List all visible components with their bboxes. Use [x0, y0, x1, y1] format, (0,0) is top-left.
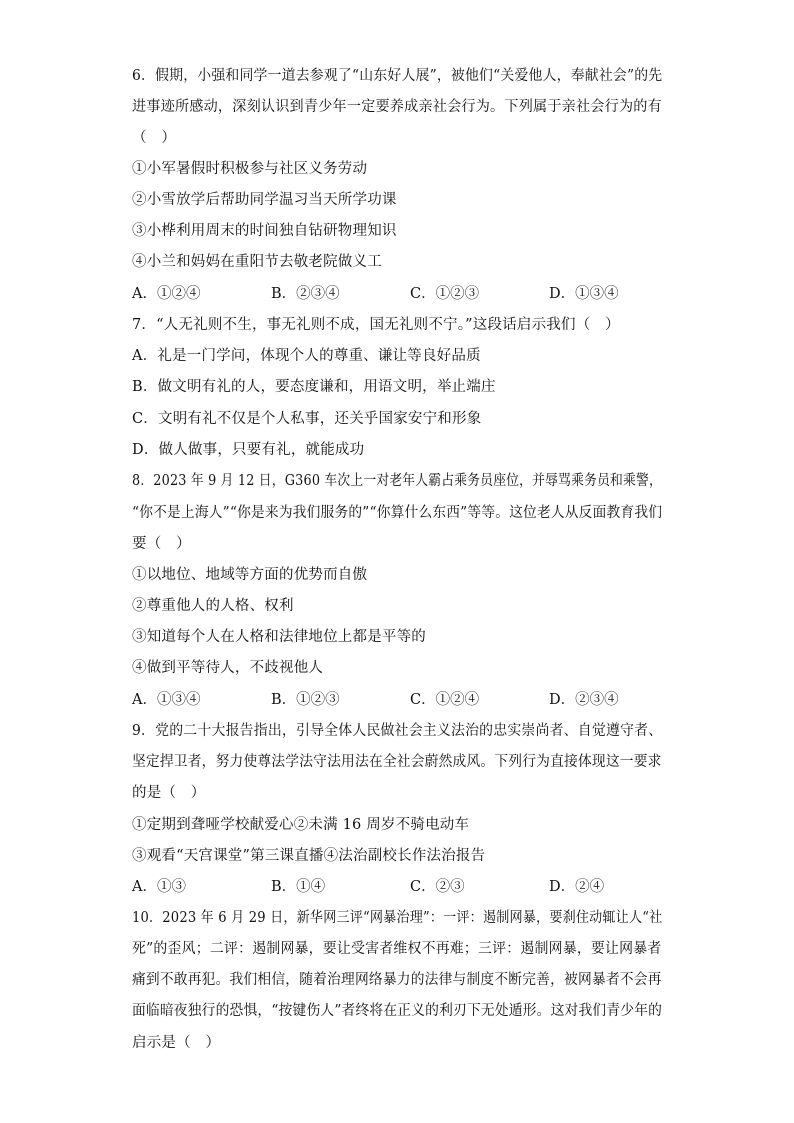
question-9-line-2: 坚定捍卫者，努力使尊法学法守法用法在全社会蔚然成风。下列行为直接体现这一要求 — [132, 754, 662, 770]
question-8-line-1: 8．2023 年 9 月 12 日，G360 车次上一对老年人霸占乘务员座位，并辱骂乘务员和乘警， — [132, 473, 662, 489]
question-8-options — [132, 690, 672, 710]
question-8-option-c: C．①②④ — [410, 692, 480, 708]
question-9-options — [132, 877, 672, 897]
question-10-line-1: 10．2023 年 6 月 29 日，新华网三评“网暴治理”：一评：遏制网暴，要刹住动辄让人“社 — [132, 910, 663, 926]
question-10-line-3: 痛到不敢再犯。我们相信，随着治理网络暴力的法律与制度不断完善，被网暴者不会再 — [132, 972, 662, 988]
question-8-item-4: ④做到平等待人，不歧视他人 — [132, 660, 324, 676]
question-6-line-3: （ ） — [132, 130, 177, 146]
question-9-option-c: C．②③ — [410, 879, 465, 895]
question-6-option-c: C．①②③ — [410, 286, 480, 302]
question-7-option-d: D．做人做事，只要有礼，就能成功 — [132, 442, 365, 458]
question-10-line-2: 死”的歪风；二评：遏制网暴，要让受害者维权不再难；三评：遏制网暴，要让网暴者 — [132, 941, 662, 957]
question-9-item-1-2: ①定期到聋哑学校献爱心②未满 16 周岁不骑电动车 — [132, 817, 470, 833]
question-9-line-3: 的是（ ） — [132, 785, 206, 801]
question-10-line-5: 启示是（ ） — [132, 1035, 221, 1051]
question-9-option-a: A．①③ — [132, 879, 186, 895]
question-7-option-a: A．礼是一门学问，体现个人的尊重、谦让等良好品质 — [132, 348, 481, 364]
question-6-option-b: B．②③④ — [271, 286, 340, 302]
question-6-option-a: A．①②④ — [132, 286, 201, 302]
question-9-option-d: D．②④ — [549, 879, 605, 895]
question-8-line-3: 要（ ） — [132, 536, 191, 552]
question-6-option-d: D．①③④ — [549, 286, 619, 302]
question-9-option-b: B．①④ — [271, 879, 326, 895]
question-6-item-3: ③小桦利用周末的时间独自钻研物理知识 — [132, 223, 397, 239]
question-6-line-1: 6．假期，小强和同学一道去参观了“山东好人展”，被他们“关爱他人，奉献社会”的先 — [132, 68, 663, 84]
question-6-options — [132, 284, 672, 304]
question-7-option-c: C．文明有礼不仅是个人私事，还关乎国家安宁和形象 — [132, 411, 482, 427]
question-8-line-2: “你不是上海人”“你是来为我们服务的”“你算什么东西”等等。这位老人从反面教育我们 — [132, 505, 663, 521]
question-6-item-1: ①小军暑假时积极参与社区义务劳动 — [132, 161, 368, 177]
question-10-line-4: 面临暗夜独行的恐惧，“按键伤人”者终将在正义的利刃下无处遁形。这对我们青少年的 — [132, 1003, 663, 1019]
question-6-item-2: ②小雪放学后帮助同学温习当天所学功课 — [132, 192, 397, 208]
question-6-line-2: 进事迹所感动，深刻认识到青少年一定要养成亲社会行为。下列属于亲社会行为的有 — [132, 99, 662, 115]
question-7-stem: 7．“人无礼则不生，事无礼则不成，国无礼则不宁。”这段话启示我们（ ） — [132, 317, 620, 333]
question-8-item-1: ①以地位、地域等方面的优势而自傲 — [132, 567, 368, 583]
question-8-item-2: ②尊重他人的人格、权利 — [132, 598, 294, 614]
question-8-item-3: ③知道每个人在人格和法律地位上都是平等的 — [132, 629, 426, 645]
question-9-line-1: 9．党的二十大报告指出，引导全体人民做社会主义法治的忠实崇尚者、自觉遵守者、 — [132, 723, 663, 739]
question-8-option-b: B．①②③ — [271, 692, 340, 708]
question-7-option-b: B．做文明有礼的人，要态度谦和，用语文明，举止端庄 — [132, 379, 496, 395]
question-8-option-a: A．①③④ — [132, 692, 201, 708]
question-8-option-d: D．②③④ — [549, 692, 619, 708]
question-6-item-4: ④小兰和妈妈在重阳节去敬老院做义工 — [132, 254, 382, 270]
question-9-item-3-4: ③观看“天宫课堂”第三课直播④法治副校长作法治报告 — [132, 848, 486, 864]
